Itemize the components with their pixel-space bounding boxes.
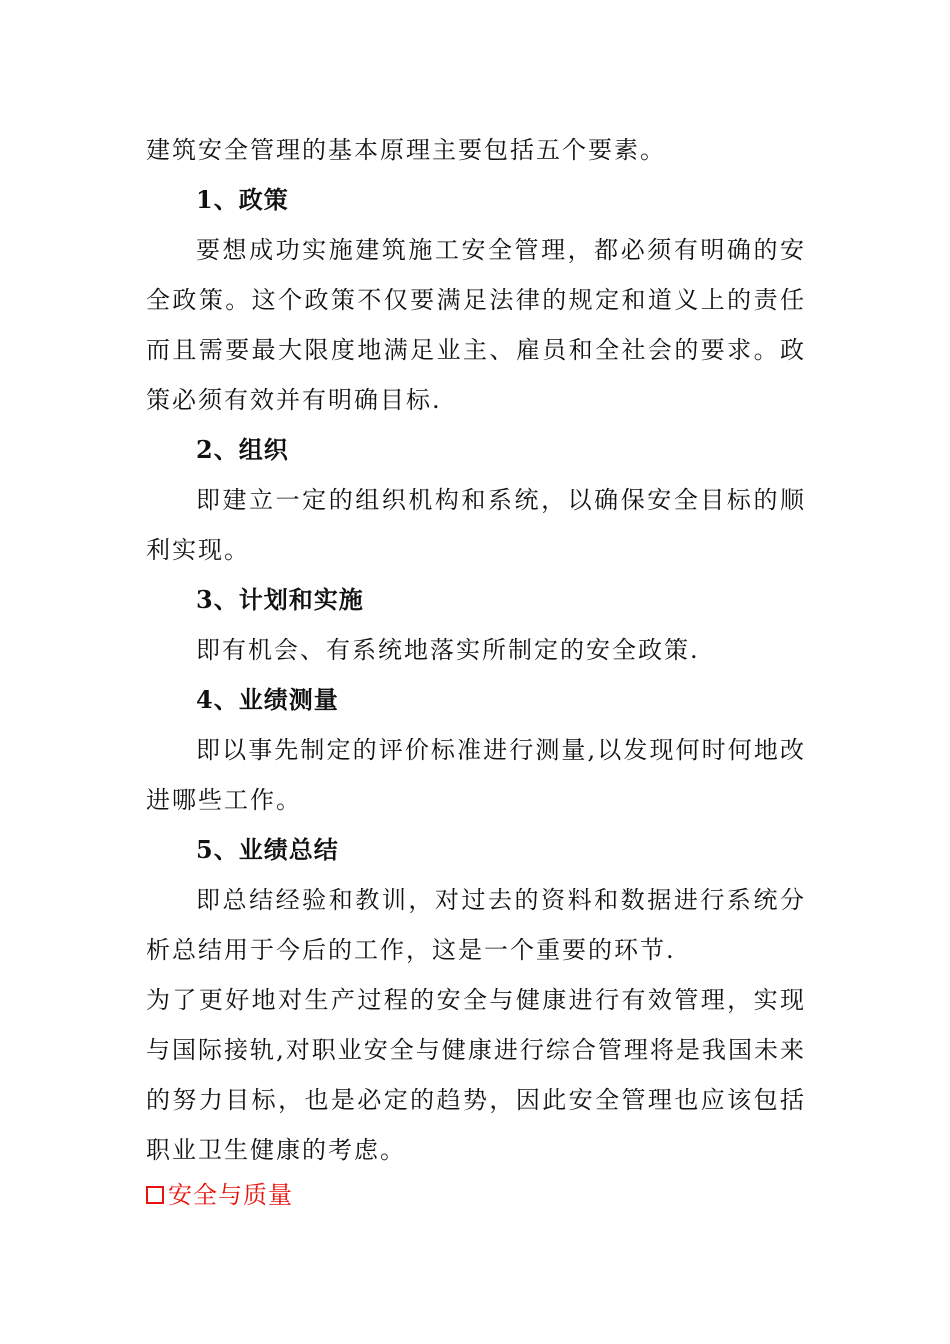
paragraph-line: 即总结经验和教训，对过去的资料和数据进行系统分: [196, 886, 806, 914]
paragraph-line: 即有机会、有系统地落实所制定的安全政策.: [196, 636, 700, 664]
next-section-title: [146, 1180, 293, 1210]
next-section-title-text: 安全与质量: [168, 1181, 293, 1209]
section-heading-planning: 3、计划和实施: [196, 585, 364, 614]
paragraph-line: 利实现。: [146, 536, 250, 564]
paragraph-line: 进哪些工作。: [146, 786, 302, 814]
paragraph-line: 即建立一定的组织机构和系统，以确保安全目标的顺: [196, 486, 806, 514]
section-heading-measurement: 4、业绩测量: [196, 685, 339, 714]
closing-line: 与国际接轨,对职业安全与健康进行综合管理将是我国未来: [146, 1036, 806, 1064]
paragraph-line: 而且需要最大限度地满足业主、雇员和全社会的要求。政: [146, 336, 806, 364]
checkbox-icon: [146, 1186, 164, 1204]
closing-line: 为了更好地对生产过程的安全与健康进行有效管理，实现: [146, 986, 806, 1014]
paragraph-line: 策必须有效并有明确目标.: [146, 386, 442, 414]
paragraph-line: 析总结用于今后的工作，这是一个重要的环节.: [146, 936, 676, 964]
paragraph-line: 要想成功实施建筑施工安全管理，都必须有明确的安: [196, 236, 806, 264]
section-heading-policy: 1、政策: [196, 185, 289, 214]
section-heading-review: 5、业绩总结: [196, 835, 339, 864]
intro-text: 建筑安全管理的基本原理主要包括五个要素。: [146, 136, 666, 164]
section-heading-organization: 2、组织: [196, 435, 289, 464]
closing-line: 的努力目标，也是必定的趋势，因此安全管理也应该包括: [146, 1086, 806, 1114]
paragraph-line: 即以事先制定的评价标准进行测量,以发现何时何地改: [196, 736, 806, 764]
paragraph-line: 全政策。这个政策不仅要满足法律的规定和道义上的责任: [146, 286, 806, 314]
closing-line: 职业卫生健康的考虑。: [146, 1136, 406, 1164]
